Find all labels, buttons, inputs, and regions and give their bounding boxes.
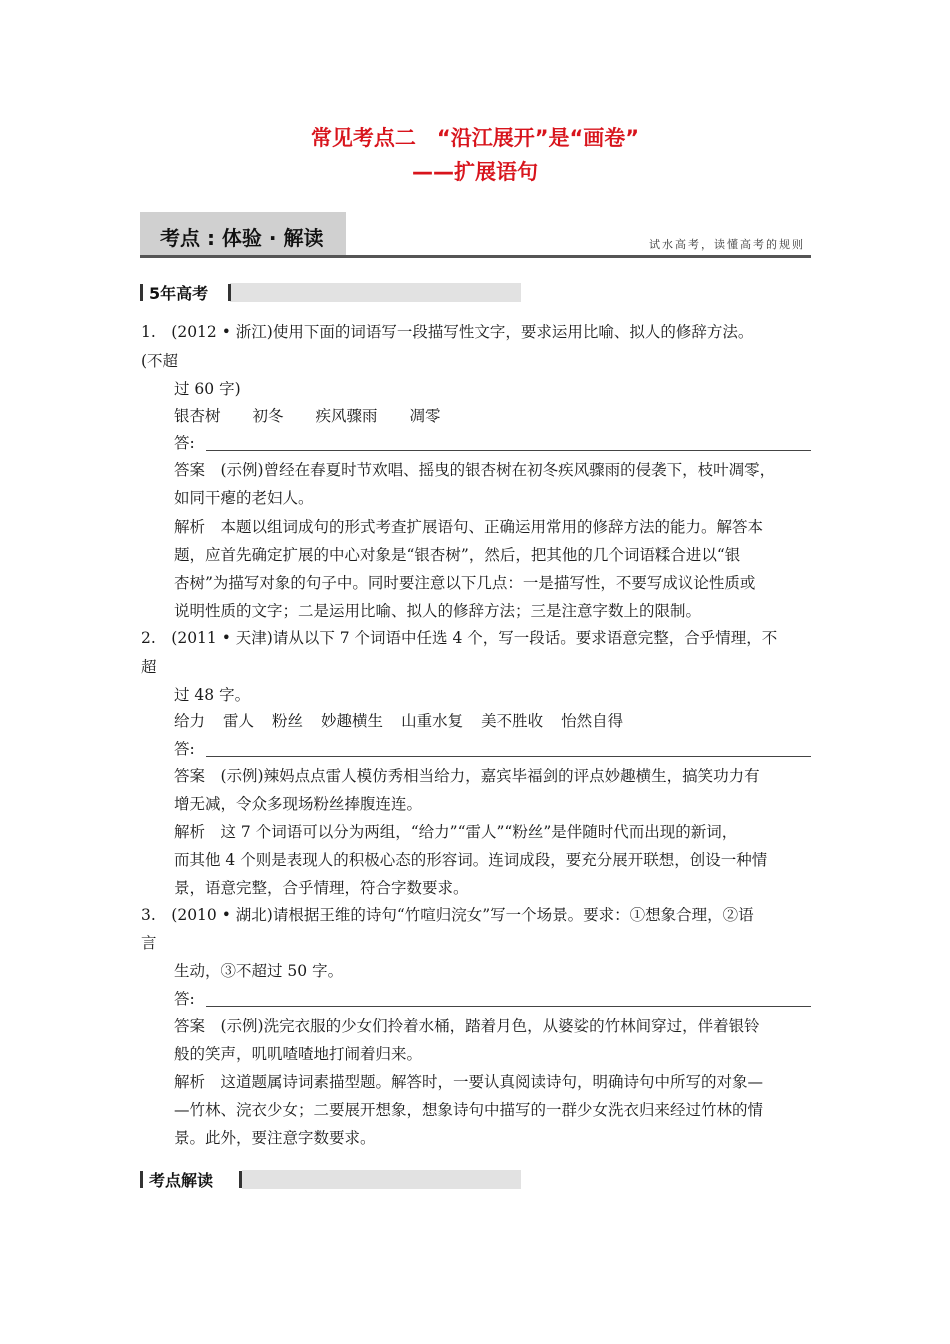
word-item: 雷人: [223, 712, 255, 730]
answer-prompt: 答:: [174, 990, 195, 1008]
page-title: 常见考点二 “沿江展开”是“画卷”: [310, 126, 640, 150]
q2-analysis-text: 景，语意完整，合乎情理，符合字数要求。: [174, 879, 469, 897]
page-subtitle: ——扩展语句: [412, 160, 538, 184]
word-item: 美不胜收: [481, 712, 544, 730]
section-bar-left: [140, 284, 143, 301]
q2-answer-text: 增无减，令众多现场粉丝捧腹连连。: [174, 795, 423, 813]
q1-analysis-text: 杏树”为描写对象的句子中。同时要注意以下几点：一是描写性，不要写成议论性质或: [174, 574, 756, 592]
q3-analysis-text: 景。此外，要注意字数要求。: [174, 1129, 376, 1147]
word-item: 给力: [174, 712, 206, 730]
section-header-interpretation: [140, 1170, 521, 1189]
q3-analysis-text: 解析 这道题属诗词素描型题。解答时，一要认真阅读诗句，明确诗句中所写的对象—: [174, 1073, 764, 1091]
q2-analysis-text: 解析 这 7 个词语可以分为两组，“给力”“雷人”“粉丝”是伴随时代而出现的新词，: [174, 823, 738, 841]
q1-analysis-text: 解析 本题以组词成句的形式考查扩展语句、正确运用常用的修辞方法的能力。解答本: [174, 518, 764, 536]
q2-stem-line: 超: [141, 658, 157, 676]
word-item: 怡然自得: [561, 712, 624, 730]
section-label: 5年高考: [149, 284, 209, 303]
q2-word-list: [174, 711, 623, 731]
word-item: 妙趣横生: [321, 712, 384, 730]
q1-answer-text: 答案 (示例)曾经在春夏时节欢唱、摇曳的银杏树在初冬疾风骤雨的侵袭下，枝叶凋零，: [174, 461, 776, 479]
word-item: 银杏树: [174, 407, 221, 425]
q1-analysis-text: 说明性质的文字；二是运用比喻、拟人的修辞方法；三是注意字数上的限制。: [174, 602, 702, 620]
answer-prompt: 答:: [174, 434, 195, 452]
q1-stem-line: 1. (2012 • 浙江)使用下面的词语写一段描写性文字，要求运用比喻、拟人的修辞方法。: [141, 323, 754, 341]
q3-answer-text: 般的笑声，叽叽喳喳地打闹着归来。: [174, 1045, 423, 1063]
q2-stem-line: 2. (2011 • 天津)请从以下 7 个词语中任选 4 个，写一段话。要求语意完整，合乎情理，不: [141, 629, 778, 647]
q2-answer-text: 答案 (示例)辣妈点点雷人模仿秀相当给力，嘉宾毕福剑的评点妙趣横生，搞笑功力有: [174, 767, 760, 785]
section-bar-right: [228, 284, 231, 301]
word-item: 初冬: [252, 407, 284, 425]
q1-word-list: [174, 406, 441, 426]
answer-blank: [206, 450, 811, 451]
answer-blank: [206, 1006, 811, 1007]
banner-slogan: 试水高考，读懂高考的规则: [649, 238, 805, 251]
q2-analysis-text: 而其他 4 个则是表现人的积极心态的形容词。连词成段，要充分展开联想，创设一种情: [174, 851, 768, 869]
word-item: 凋零: [409, 407, 441, 425]
answer-blank: [206, 756, 811, 757]
q3-stem-line: 言: [141, 934, 157, 952]
section-bar-right: [239, 1171, 242, 1188]
q3-stem-line: 生动，③不超过 50 字。: [174, 962, 344, 980]
q3-analysis-text: —竹林、浣衣少女；二要展开想象，想象诗句中描写的一群少女洗衣归来经过竹林的情: [174, 1101, 764, 1119]
q1-stem-line: (不超: [141, 352, 179, 370]
section-banner: [140, 212, 811, 258]
word-item: 粉丝: [272, 712, 304, 730]
q1-analysis-text: 题，应首先确定扩展的中心对象是“银杏树”，然后，把其他的几个词语糅合进以“银: [174, 546, 741, 564]
q2-answer-field[interactable]: [174, 739, 811, 759]
q1-answer-field[interactable]: [174, 433, 811, 453]
q1-answer-text: 如同干瘪的老妇人。: [174, 489, 314, 507]
word-item: 疾风骤雨: [315, 407, 378, 425]
q1-stem-line: 过 60 字): [174, 380, 241, 398]
q3-answer-field[interactable]: [174, 989, 811, 1009]
section-label: 考点解读: [149, 1171, 214, 1190]
section-header-five-years: [140, 283, 521, 302]
q3-answer-text: 答案 (示例)洗完衣服的少女们拎着水桶，踏着月色，从婆娑的竹林间穿过，伴着银铃: [174, 1017, 760, 1035]
q2-stem-line: 过 48 字。: [174, 686, 251, 704]
q3-stem-line: 3. (2010 • 湖北)请根据王维的诗句“竹喧归浣女”写一个场景。要求：①想象合理，②语: [141, 906, 754, 924]
banner-rule: [140, 255, 811, 258]
answer-prompt: 答:: [174, 740, 195, 758]
section-bar-left: [140, 1171, 143, 1188]
word-item: 山重水复: [401, 712, 464, 730]
banner-label: 考点 : 体验 · 解读: [160, 226, 324, 250]
